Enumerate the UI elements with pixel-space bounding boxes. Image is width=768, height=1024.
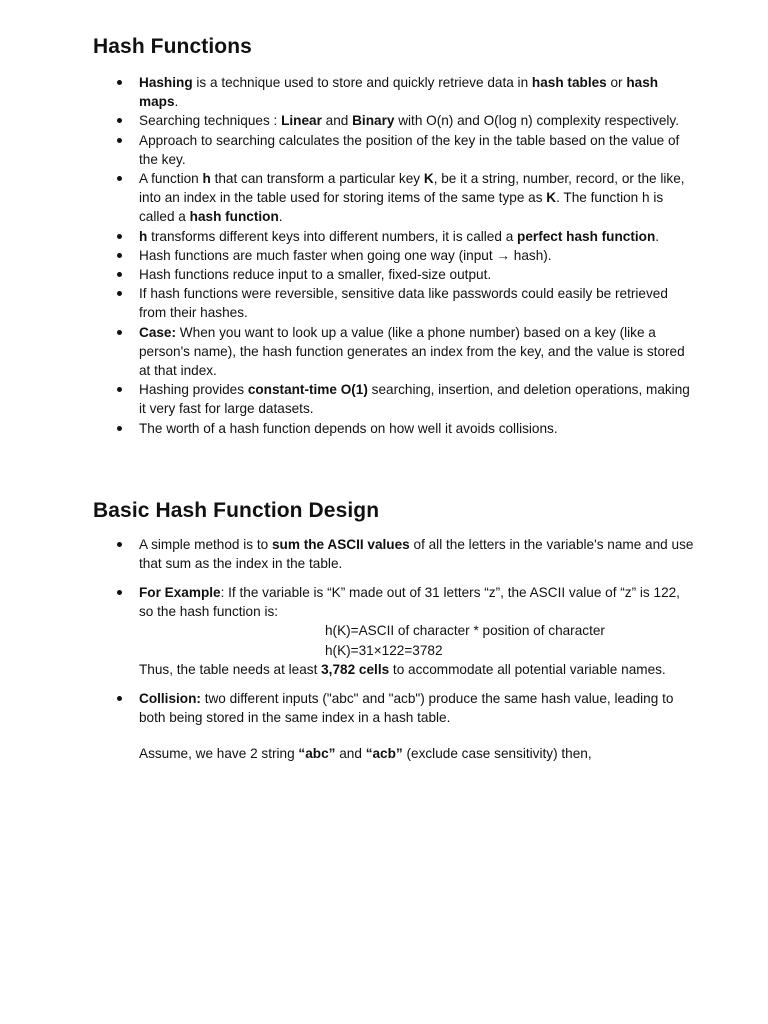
list-item: Hashing is a technique used to store and quickly retrieve data in hash tables or hash maps.: [139, 73, 695, 111]
formula-line: h(K)=ASCII of character * position of character: [325, 623, 605, 639]
list-item: Approach to searching calculates the position of the key in the table based on the value of the key.: [139, 131, 695, 169]
list-item: The worth of a hash function depends on how well it avoids collisions.: [139, 419, 695, 438]
list-item: Case: When you want to look up a value (like a phone number) based on a key (like a person's name), the hash function generates an index from the key, and the value is stored at that index.: [139, 323, 695, 381]
list-item: If hash functions were reversible, sensitive data like passwords could easily be retrieved from their hashes.: [139, 284, 695, 322]
list-item: A simple method is to sum the ASCII values of all the letters in the variable's name and use that sum as the index in the table.: [139, 535, 695, 573]
list-item: Collision: two different inputs ("abc" and "acb") produce the same hash value, leading to both being stored in the same index in a hash table. Assume, we have 2 string “abc” and “acb” (exclude case sensitivity) then,: [139, 689, 695, 764]
list-item: Searching techniques : Linear and Binary with O(n) and O(log n) complexity respectively.: [139, 111, 695, 130]
formula-line: h(K)=31×122=3782: [325, 642, 443, 658]
list-item: Hash functions are much faster when going one way (input → hash).: [139, 246, 695, 265]
list-item: A function h that can transform a particular key K, be it a string, number, record, or the like, into an index in the table used for storing items of the same type as K. The function h is called a hash function.: [139, 169, 695, 227]
list-item: Hash functions reduce input to a smaller, fixed-size output.: [139, 265, 695, 284]
basic-design-list: [139, 535, 695, 763]
list-item: Hashing provides constant-time O(1) searching, insertion, and deletion operations, making it very fast for large datasets.: [139, 380, 695, 418]
list-item: h transforms different keys into different numbers, it is called a perfect hash function.: [139, 227, 695, 246]
list-item: For Example: If the variable is “K” made out of 31 letters “z”, the ASCII value of “z” is 122, so the hash function is: h(K)=ASCII of character * position of character h(K)=31×122=3782 Thus, the table needs at least 3,782 cells to accommodate all potential variable names.: [139, 583, 695, 679]
section-heading-basic-hash-function-design: Basic Hash Function Design: [93, 499, 380, 522]
hash-functions-list: [139, 73, 695, 438]
section-heading-hash-functions: Hash Functions: [93, 35, 252, 58]
